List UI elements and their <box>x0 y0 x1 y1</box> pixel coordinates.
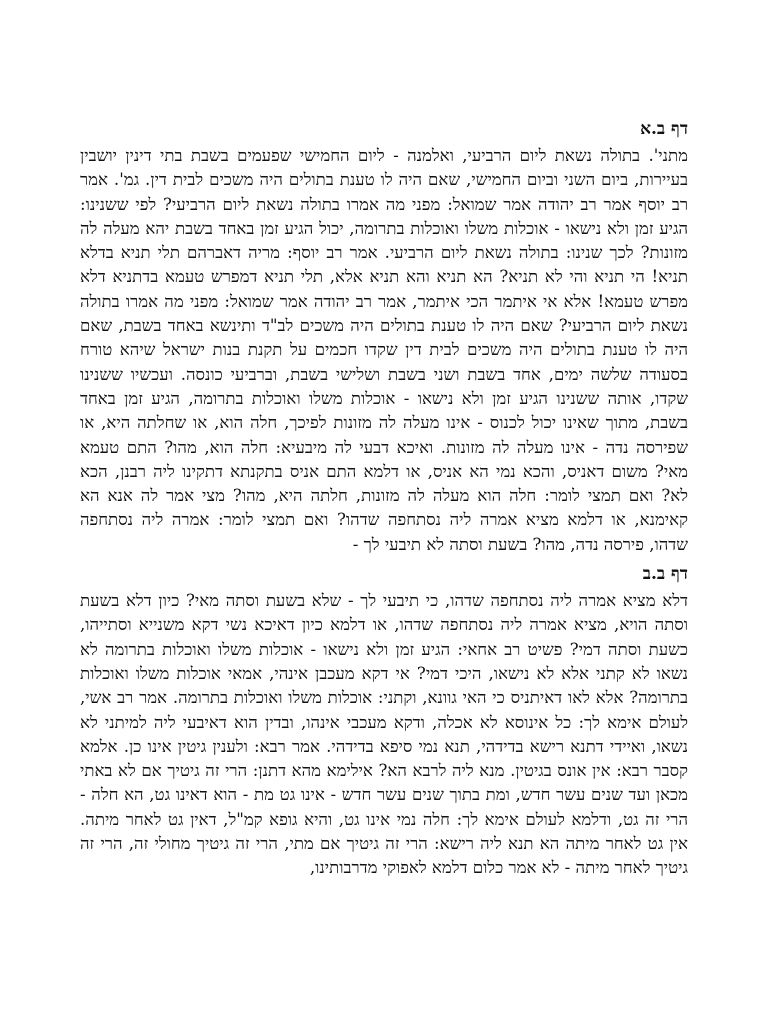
section-heading: דף ב.א <box>640 119 688 139</box>
document-page <box>80 118 688 881</box>
section-text: מתני'. בתולה נשאת ליום הרביעי, ואלמנה - ליום החמישי שפעמים בשבת בתי דינין יושבין בעיירות, ביום השני וביום החמישי, שאם היה לו טענת בתולים היה משכים לבית דין. גמ'. אמר רב יוסף אמר רב יהודה אמר שמואל: מפני מה אמרו בתולה נשאת ליום הרביעי? לפי ששנינו: הגיע זמן ולא נישאו - אוכלות משלו ואוכלות בתרומה, יכול הגיע זמן באחד בשבת יהא מעלה לה מזונות? לכך שנינו: בתולה נשאת ליום הרביעי. אמר רב יוסף: מריה דאברהם תלי תניא בדלא תניא! הי תניא והי לא תניא? הא תניא והא תניא אלא, תלי תניא דמפרש טעמא בדתניא דלא מפרש טעמא! אלא אי איתמר הכי איתמר, אמר רב יהודה אמר שמואל: מפני מה אמרו בתולה נשאת ליום הרביעי? שאם היה לו טענת בתולים היה משכים לב"ד ותינשא באחד בשבת, שאם היה לו טענת בתולים היה משכים לבית דין שקדו חכמים על תקנת בנות ישראל שיהא טורח בסעודה שלשה ימים, אחד בשבת ושני בשבת ושלישי בשבת, וברביעי כונסה. ועכשיו ששנינו שקדו, אותה ששנינו הגיע זמן ולא נישאו - אוכלות משלו ואוכלות בתרומה, הגיע זמן באחד בשבת, מתוך שאינו יכול לכנוס - אינו מעלה לה מזונות לפיכך, חלה הוא, או שחלתה היא, או שפירסה נדה - אינו מעלה לה מזונות. ואיכא דבעי לה מיבעיא: חלה הוא, מהו? התם טעמא מאי? משום דאניס, והכא נמי הא אניס, או דלמא התם אניס בתקנתא דתקינו ליה רבנן, הכא לא? ואם תמצי לומר: חלה הוא מעלה לה מזונות, חלתה היא, מהו? מצי אמר לה אנא הא קאימנא, או דלמא מציא אמרה ליה נסתחפה שדהו? ואם תמצי לומר: אמרה ליה נסתחפה שדהו, פירסה נדה, מהו? בשעת וסתה לא תיבעי לך - <box>80 146 688 554</box>
section-text: דלא מציא אמרה ליה נסתחפה שדהו, כי תיבעי לך - שלא בשעת וסתה מאי? כיון דלא בשעת וסתה הויא, מציא אמרה ליה נסתחפה שדהו, או דלמא כיון דאיכא נשי דקא משנייא וסתייהו, כשעת וסתה דמי? פשיט רב אחאי: הגיע זמן ולא נישאו - אוכלות משלו ואוכלות בתרומה לא נשאו לא קתני אלא לא נישאו, היכי דמי? אי דקא מעכבן אינהי, אמאי אוכלות משלו ואוכלות בתרומה? אלא לאו דאיתניס כי האי גוונא, וקתני: אוכלות משלו ואוכלות בתרומה. אמר רב אשי, לעולם אימא לך: כל אינוסא לא אכלה, ודקא מעכבי אינהו, ובדין הוא דאיבעי ליה למיתני לא נשאו, ואיידי דתנא רישא בדידהי, תנא נמי סיפא בדידהי. אמר רבא: ולענין גיטין אינו כן. אלמא קסבר רבא: אין אונס בגיטין. מנא ליה לרבא הא? אילימא מהא דתנן: הרי זה גיטיך אם לא באתי מכאן ועד שנים עשר חדש, ומת בתוך שנים עשר חדש - אינו גט מת - הוא דאינו גט, הא חלה - הרי זה גט, ודלמא לעולם אימא לך: חלה נמי אינו גט, והיא גופא קמ"ל, דאין גט לאחר מיתה. אין גט לאחר מיתה הא תנא ליה רישא: הרי זה גיטיך אם מתי, הרי זה גיטיך מחולי זה, הרי זה גיטיך לאחר מיתה - לא אמר כלום דלמא לאפוקי מדרבותינו, <box>80 591 688 878</box>
section-heading: דף ב.ב <box>642 564 688 585</box>
page-section-2a <box>80 118 688 557</box>
page-section-2b <box>80 563 688 881</box>
